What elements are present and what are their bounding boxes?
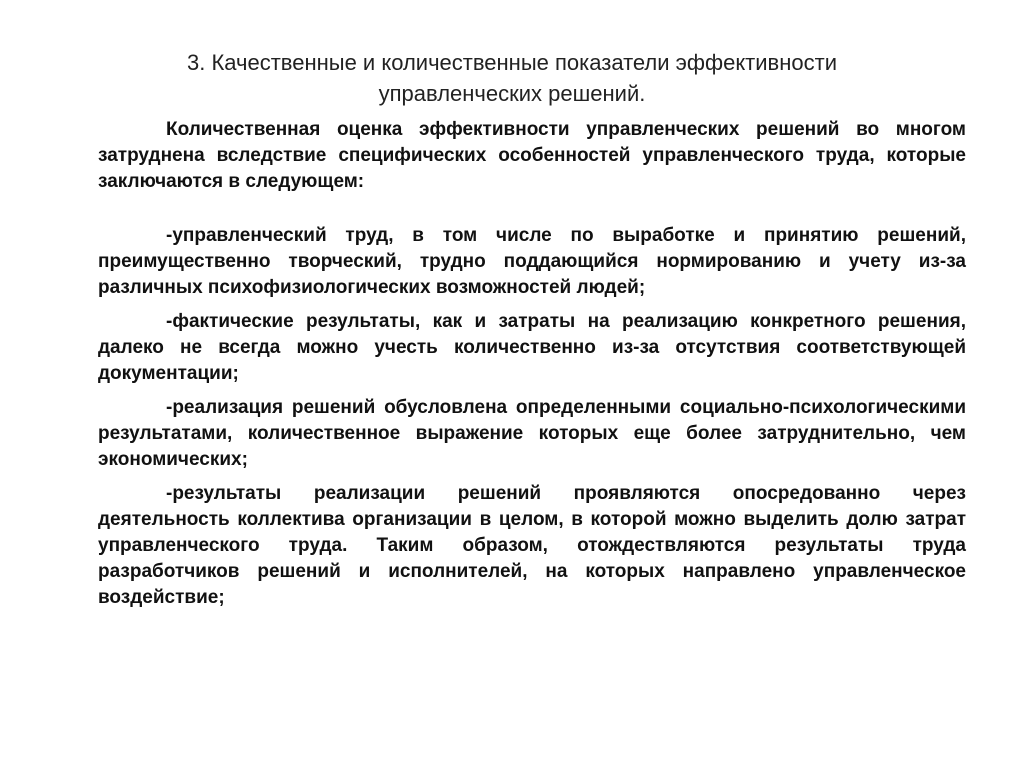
- list-item: -результаты реализации решений проявляются опосредованно через деятельность коллектива организации в целом, в которой можно выделить долю затрат управленческого труда. Таким образом, отождествляются результаты труда разработчиков решений и исполнителей, на которых направлено управленческое воздействие;: [98, 483, 966, 608]
- slide-title: [80, 47, 944, 109]
- slide-title-line-2: управленческих решений.: [378, 81, 646, 106]
- list-item: -фактические результаты, как и затраты на реализацию конкретного решения, далеко не всегда можно учесть количественно из-за отсутствия соответствующей документации;: [98, 311, 966, 384]
- list-item: -управленческий труд, в том числе по выработке и принятию решений, преимущественно творческий, трудно поддающийся нормированию и учету из-за различных психофизиологических возможностей людей;: [98, 225, 966, 298]
- slide-body: [98, 117, 966, 619]
- slide-title-line-1: 3. Качественные и количественные показатели эффективности: [187, 50, 837, 75]
- intro-paragraph: Количественная оценка эффективности управленческих решений во многом затруднена вследствие специфических особенностей управленческого труда, которые заключаются в следующем:: [98, 119, 966, 192]
- list-item: -реализация решений обусловлена определенными социально-психологическими результатами, количественное выражение которых еще более затруднительно, чем экономических;: [98, 397, 966, 470]
